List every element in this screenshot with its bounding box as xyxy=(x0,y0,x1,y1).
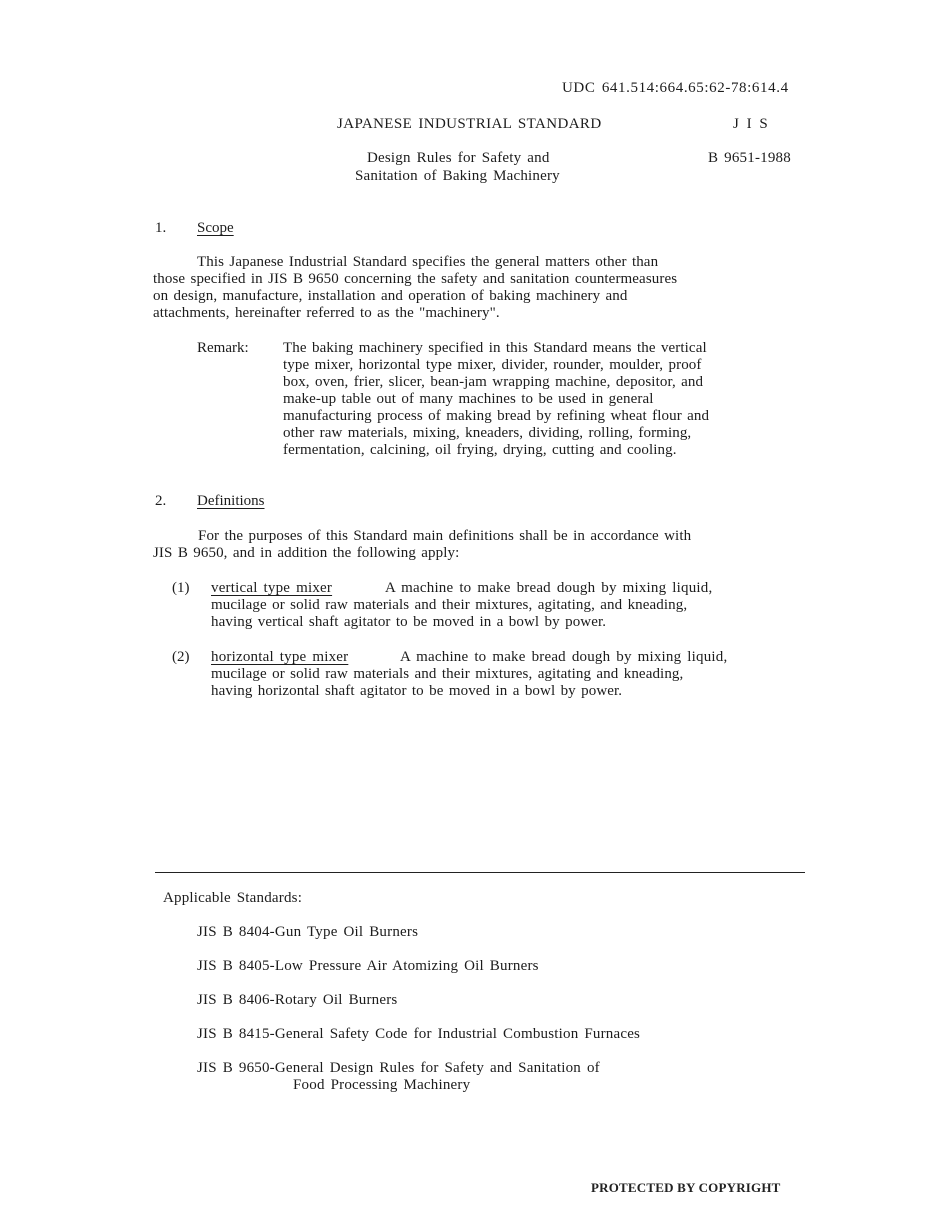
scope-paragraph xyxy=(153,254,677,322)
definitions-intro-line: For the purposes of this Standard main definitions shall be in accordance with xyxy=(198,528,692,544)
definition-line: having horizontal shaft agitator to be moved in a bowl by power. xyxy=(211,683,623,699)
section-number-scope: 1. xyxy=(155,220,167,236)
remark-line: type mixer, horizontal type mixer, divider, rounder, moulder, proof xyxy=(283,357,702,373)
scope-line: those specified in JIS B 9650 concerning the safety and sanitation countermeasures xyxy=(153,271,678,287)
definitions-intro-line: JIS B 9650, and in addition the following apply: xyxy=(153,545,460,561)
applicable-standard-item-continuation: Food Processing Machinery xyxy=(293,1077,471,1093)
title-line-1: Design Rules for Safety and xyxy=(367,150,550,166)
definition-line: mucilage or solid raw materials and their mixtures, agitating and kneading, xyxy=(211,666,684,682)
applicable-standard-item: JIS B 8404-Gun Type Oil Burners xyxy=(197,924,419,940)
section-number-definitions: 2. xyxy=(155,493,167,509)
definition-line: having vertical shaft agitator to be moved in a bowl by power. xyxy=(211,614,607,630)
remark-line: make-up table out of many machines to be used in general xyxy=(283,391,654,407)
definition-first-line: A machine to make bread dough by mixing liquid, xyxy=(385,580,713,596)
jis-mark: J I S xyxy=(733,116,768,132)
standard-organization: JAPANESE INDUSTRIAL STANDARD xyxy=(337,116,602,132)
definition-term: horizontal type mixer xyxy=(211,649,349,665)
definition-number: (1) xyxy=(172,580,190,596)
section-heading-definitions: Definitions xyxy=(197,493,265,509)
remark-paragraph xyxy=(283,340,709,459)
udc-code: UDC 641.514:664.65:62-78:614.4 xyxy=(562,80,789,96)
scope-line: This Japanese Industrial Standard specifies the general matters other than xyxy=(197,254,659,270)
applicable-standard-item: JIS B 8405-Low Pressure Air Atomizing Oil Burners xyxy=(197,958,539,974)
applicable-standard-item: JIS B 9650-General Design Rules for Safety and Sanitation of xyxy=(197,1060,600,1076)
scope-line: attachments, hereinafter referred to as the "machinery". xyxy=(153,305,500,321)
footnote-divider xyxy=(155,872,805,873)
applicable-standard-item: JIS B 8406-Rotary Oil Burners xyxy=(197,992,398,1008)
scope-line: on design, manufacture, installation and operation of baking machinery and xyxy=(153,288,628,304)
definition-number: (2) xyxy=(172,649,190,665)
copyright-notice: PROTECTED BY COPYRIGHT xyxy=(591,1180,781,1195)
definition-term: vertical type mixer xyxy=(211,580,333,596)
remark-line: other raw materials, mixing, kneaders, dividing, rolling, forming, xyxy=(283,425,692,441)
remark-line: The baking machinery specified in this Standard means the vertical xyxy=(283,340,707,356)
title-line-2: Sanitation of Baking Machinery xyxy=(355,168,560,184)
applicable-standard-item: JIS B 8415-General Safety Code for Industrial Combustion Furnaces xyxy=(197,1026,641,1042)
remark-label: Remark: xyxy=(197,340,249,356)
definitions-intro xyxy=(153,528,691,562)
definition-body xyxy=(211,666,683,700)
definition-line: mucilage or solid raw materials and their mixtures, agitating, and kneading, xyxy=(211,597,688,613)
section-heading-scope: Scope xyxy=(197,220,234,236)
remark-line: box, oven, frier, slicer, bean-jam wrapping machine, depositor, and xyxy=(283,374,704,390)
definition-first-line: A machine to make bread dough by mixing liquid, xyxy=(400,649,728,665)
standard-number: B 9651-1988 xyxy=(708,150,791,166)
remark-line: manufacturing process of making bread by refining wheat flour and xyxy=(283,408,710,424)
remark-line: fermentation, calcining, oil frying, drying, cutting and cooling. xyxy=(283,442,677,458)
applicable-standards-heading: Applicable Standards: xyxy=(163,890,303,906)
definition-body xyxy=(211,597,687,631)
